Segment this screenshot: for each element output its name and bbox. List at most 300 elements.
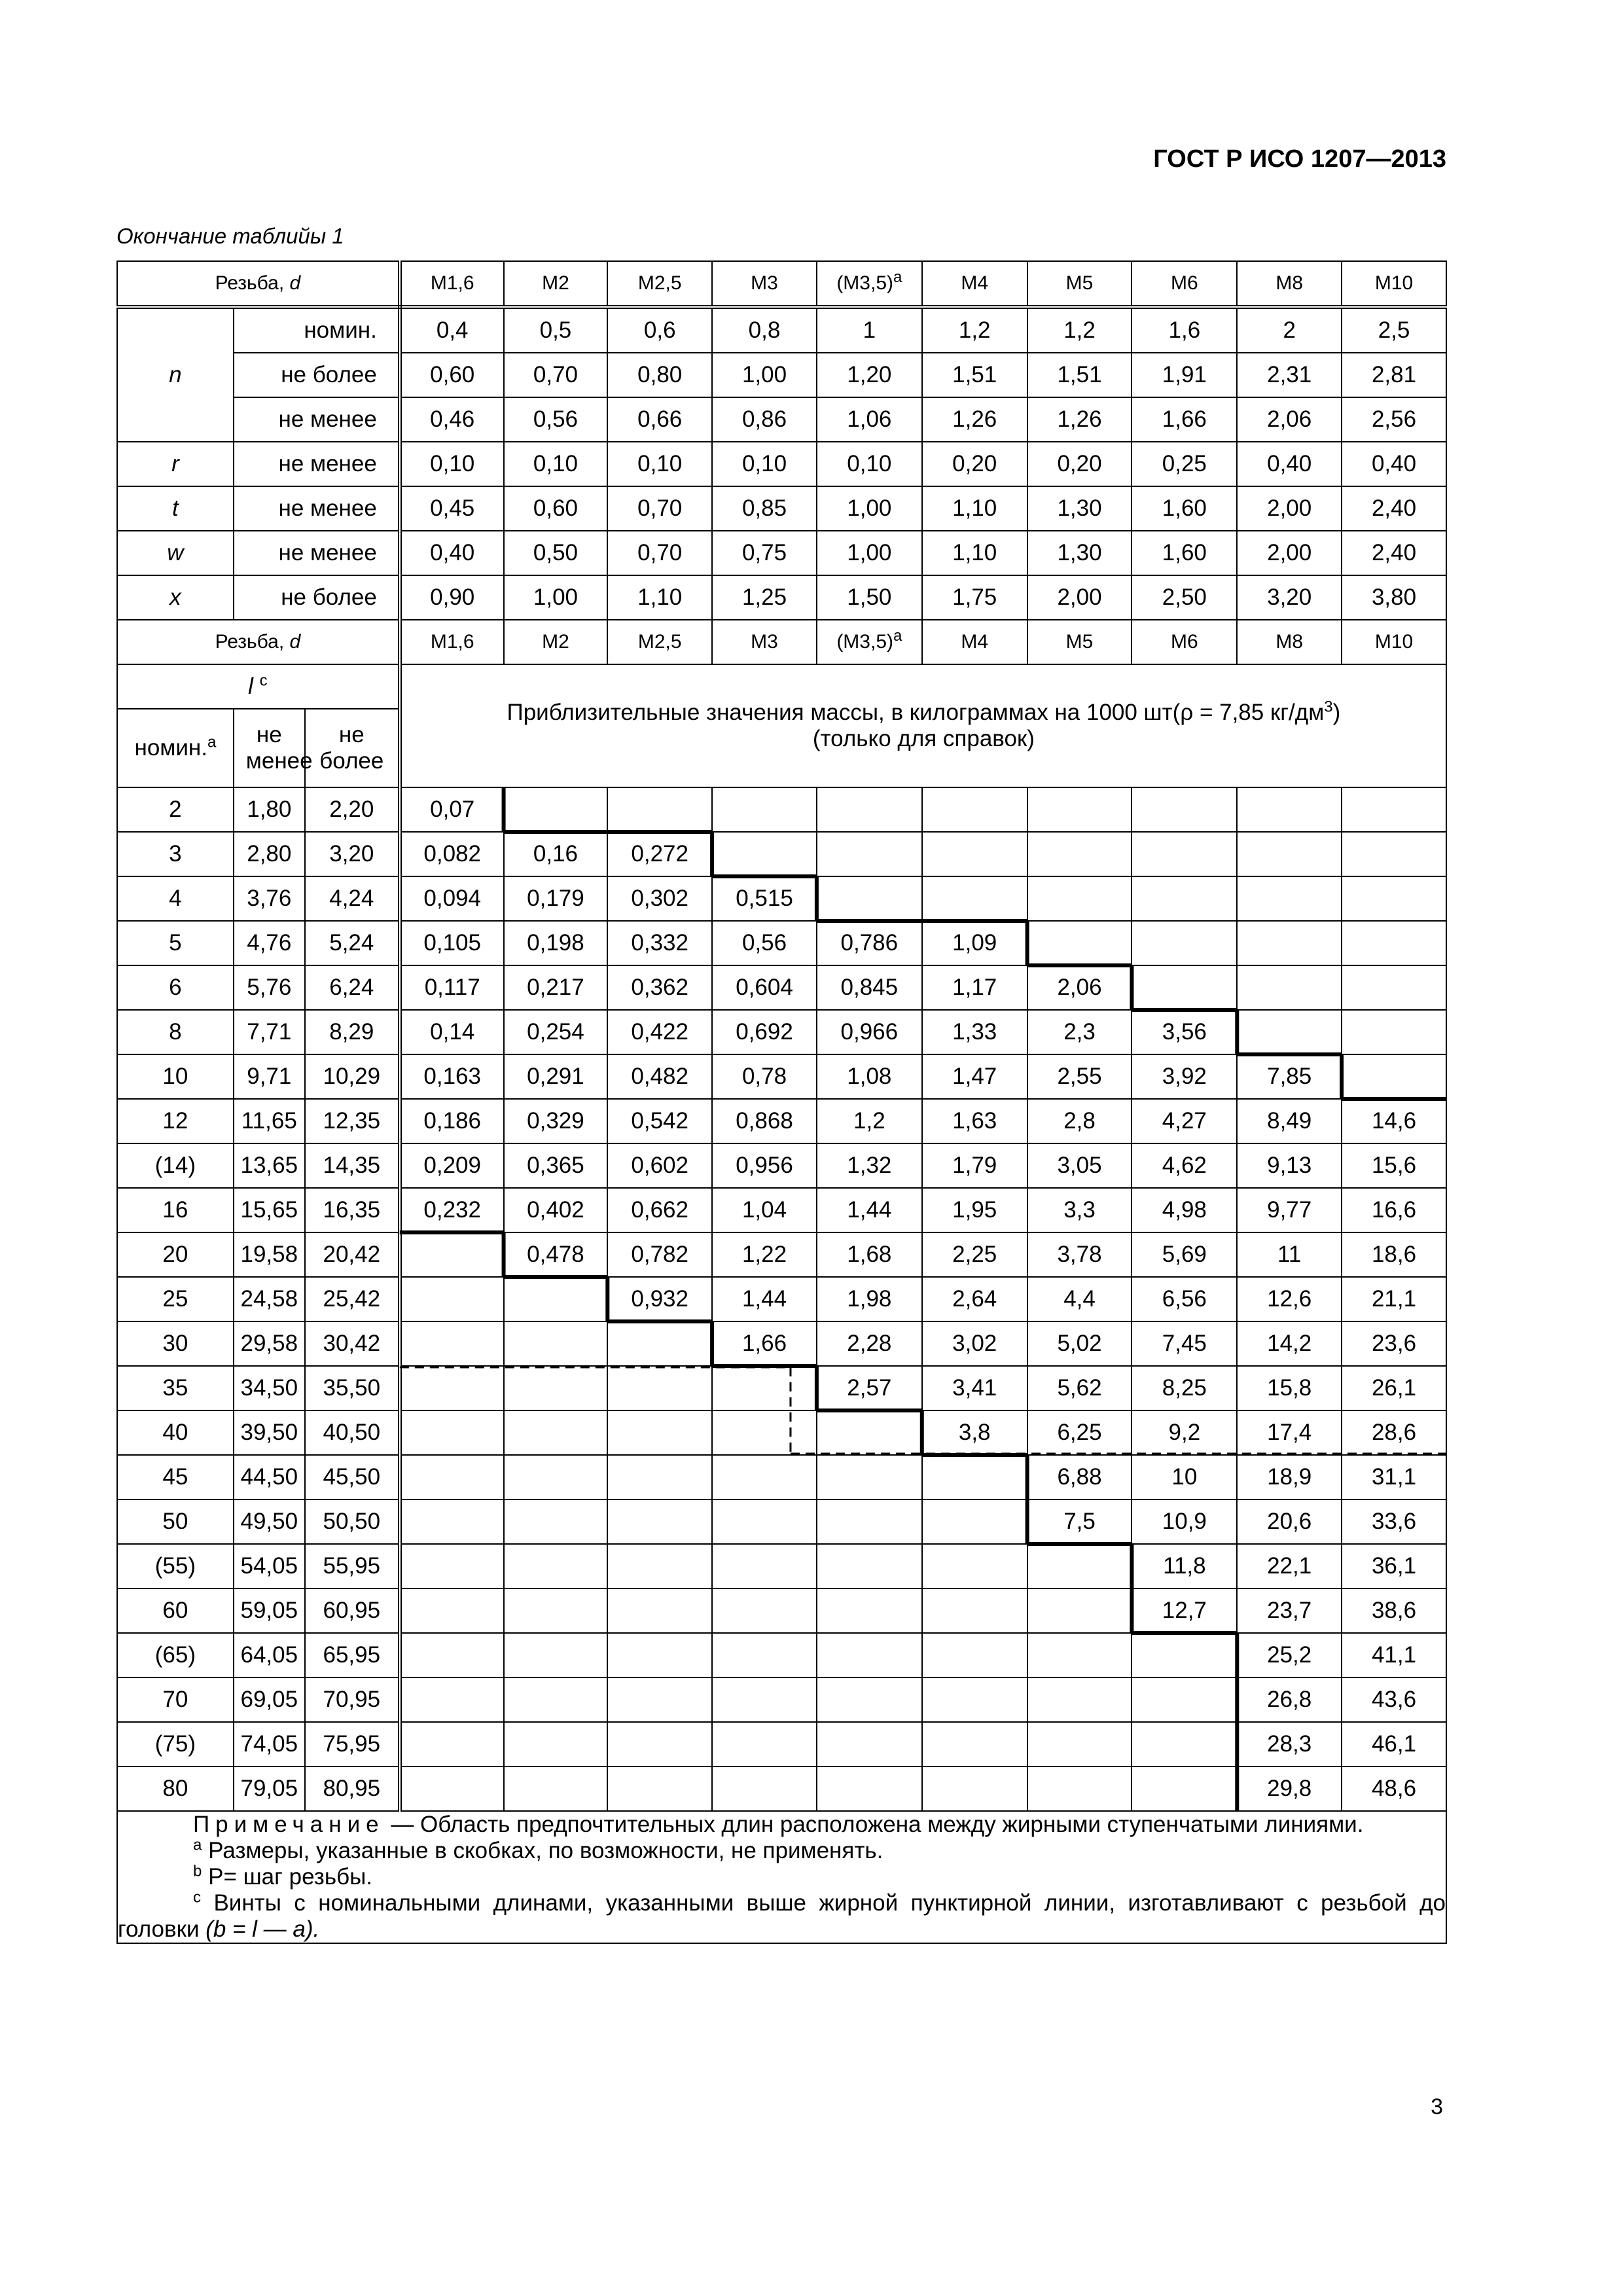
thread-size <box>1342 261 1446 307</box>
dimension-value-text: 1,91 <box>1162 362 1207 387</box>
mass-value-text: 0,422 <box>631 1019 688 1045</box>
length-nominal <box>117 1099 234 1143</box>
length-min <box>234 1010 305 1054</box>
length-max-text: 80,95 <box>323 1776 381 1801</box>
mass-value <box>504 1633 608 1677</box>
mass-value <box>1342 1232 1446 1277</box>
length-max <box>305 921 400 965</box>
mass-value <box>712 1010 817 1054</box>
mass-value <box>817 876 922 921</box>
length-nominal-text: 8 <box>169 1019 182 1045</box>
length-nominal <box>117 1455 234 1499</box>
dimension-value-text: 0,20 <box>1057 451 1102 476</box>
mass-value <box>1132 1321 1237 1366</box>
dimension-value <box>922 307 1027 353</box>
length-nominal-text: 16 <box>162 1197 188 1223</box>
mass-value <box>712 787 817 832</box>
mass-value-text: 4,4 <box>1063 1286 1096 1312</box>
dimension-value <box>1342 531 1446 575</box>
dimension-value-text: 2,40 <box>1371 495 1417 521</box>
mass-value-text: 1,68 <box>847 1242 892 1267</box>
dimension-value <box>1027 397 1132 442</box>
mass-value-text: 0,932 <box>631 1286 688 1312</box>
length-max-text: 70,95 <box>323 1687 381 1712</box>
mass-value <box>1237 1366 1342 1410</box>
note-text: — Область предпочтительных длин расположена между жирными ступенчатыми линиями. <box>384 1812 1364 1837</box>
mass-value <box>1342 1054 1446 1099</box>
dimension-value-text: 0,90 <box>430 584 475 610</box>
mass-value <box>504 1410 608 1455</box>
length-max-text: 6,24 <box>329 975 374 1000</box>
dimension-value <box>1132 531 1237 575</box>
mass-value-text: 8,49 <box>1267 1108 1312 1134</box>
mass-value <box>1237 921 1342 965</box>
thread-size <box>607 620 712 664</box>
mass-value-text: 2,25 <box>952 1242 997 1267</box>
notes <box>117 1811 1446 1943</box>
dimension-value <box>1027 353 1132 397</box>
length-max <box>305 1633 400 1677</box>
length-min <box>234 1410 305 1455</box>
length-max-text: 8,29 <box>329 1019 374 1045</box>
mass-value <box>922 876 1027 921</box>
mass-header <box>400 664 1446 787</box>
mass-value <box>712 1499 817 1544</box>
length-nominal-text: 40 <box>162 1420 188 1445</box>
mass-value-text: 1,95 <box>952 1197 997 1223</box>
length-min <box>234 876 305 921</box>
note-main <box>118 1812 1446 1838</box>
length-nominal <box>117 1633 234 1677</box>
mass-value <box>712 1232 817 1277</box>
dimension-value <box>1027 531 1132 575</box>
length-min-text: 4,76 <box>247 930 292 956</box>
mass-value-text: 0,868 <box>736 1108 793 1134</box>
mass-value <box>1027 1588 1132 1633</box>
mass-value <box>922 1321 1027 1366</box>
mass-value <box>1237 1054 1342 1099</box>
mass-value <box>1342 876 1446 921</box>
mass-value-text: 46,1 <box>1371 1731 1417 1757</box>
length-row <box>117 1499 1446 1544</box>
thread-size-text: M5 <box>1065 631 1094 653</box>
dimension-value <box>400 353 504 397</box>
dimension-value-text: 0,46 <box>430 406 475 432</box>
mass-value <box>1027 1232 1132 1277</box>
mass-value-text: 0,845 <box>840 975 899 1000</box>
dimension-row <box>117 575 1446 620</box>
mass-value-text: 10 <box>1171 1464 1198 1490</box>
mass-value <box>1132 1010 1237 1054</box>
length-nominal-text: (55) <box>154 1553 196 1579</box>
mass-value-text: 4,98 <box>1162 1197 1207 1223</box>
thread-size-text: M8 <box>1275 631 1304 653</box>
thread-size-text: M5 <box>1065 272 1094 294</box>
dimension-value <box>504 353 608 397</box>
length-nominal-text: 70 <box>162 1687 188 1712</box>
mass-value <box>922 1767 1027 1811</box>
mass-value <box>1132 1366 1237 1410</box>
mass-value <box>607 965 712 1010</box>
thread-size <box>817 261 922 307</box>
mass-value <box>1237 1677 1342 1722</box>
length-nominal <box>117 832 234 876</box>
length-nominal-text: (65) <box>154 1642 196 1668</box>
mass-value <box>712 1143 817 1188</box>
mass-value <box>817 1544 922 1588</box>
mass-value <box>504 1544 608 1588</box>
mass-value <box>712 1321 817 1366</box>
mass-value <box>1342 1277 1446 1321</box>
length-max <box>305 1366 400 1410</box>
thread-size <box>1027 261 1132 307</box>
mass-value-text: 0,105 <box>423 930 481 956</box>
length-row <box>117 921 1446 965</box>
length-row <box>117 1321 1446 1366</box>
length-nominal-text: 50 <box>162 1509 188 1534</box>
mass-value <box>1237 1767 1342 1811</box>
dimension-value-text: 2,00 <box>1267 495 1312 521</box>
mass-value <box>400 1232 504 1277</box>
page-number: 3 <box>1431 2094 1443 2119</box>
mass-value <box>1027 832 1132 876</box>
mass-value <box>712 1277 817 1321</box>
mass-value <box>712 1188 817 1232</box>
thread-size-text: M10 <box>1374 631 1414 653</box>
mass-value-text: 2,8 <box>1063 1108 1096 1134</box>
mass-value-text: 3,3 <box>1063 1197 1096 1223</box>
mass-value <box>607 1455 712 1499</box>
mass-value <box>1132 1188 1237 1232</box>
dimension-value <box>1027 486 1132 531</box>
dimension-value-text: 2,56 <box>1371 406 1417 432</box>
dimension-qualifier <box>234 531 400 575</box>
mass-value <box>1237 1722 1342 1767</box>
col-max-text: не более <box>319 722 384 774</box>
length-max-text: 12,35 <box>323 1108 381 1134</box>
mass-value-text: 25,2 <box>1267 1642 1312 1668</box>
mass-header-line2 <box>402 726 1446 752</box>
mass-value <box>1342 1633 1446 1677</box>
mass-value-text: 0,478 <box>527 1242 584 1267</box>
mass-value-text: 9,77 <box>1267 1197 1312 1223</box>
dimension-value <box>607 442 712 486</box>
footnote-c-mark: c <box>193 1888 201 1907</box>
thread-size <box>1237 620 1342 664</box>
thread-header-row <box>117 261 1446 307</box>
length-row <box>117 1099 1446 1143</box>
mass-value <box>504 1767 608 1811</box>
table-container <box>116 260 1447 1944</box>
dimension-value-text: 2,31 <box>1267 362 1312 387</box>
mass-value <box>1237 1232 1342 1277</box>
dimension-row <box>117 397 1446 442</box>
length-row <box>117 1722 1446 1767</box>
col-min-text: не менее <box>245 722 313 774</box>
dimension-value <box>504 575 608 620</box>
length-min-text: 15,65 <box>240 1197 298 1223</box>
mass-value <box>1342 832 1446 876</box>
length-max <box>305 787 400 832</box>
length-nominal <box>117 787 234 832</box>
length-nominal-text: 20 <box>162 1242 188 1267</box>
dimension-qualifier-text: не менее <box>278 451 377 476</box>
length-nominal-text: 2 <box>169 797 182 822</box>
mass-value <box>1342 921 1446 965</box>
dimension-value-text: 0,85 <box>741 495 787 521</box>
mass-value <box>1342 1677 1446 1722</box>
mass-value-text: 0,332 <box>631 930 688 956</box>
length-max <box>305 876 400 921</box>
mass-value <box>1132 1455 1237 1499</box>
mass-value <box>817 1188 922 1232</box>
mass-value <box>504 876 608 921</box>
mass-value-text: 16,6 <box>1371 1197 1417 1223</box>
footnote-b-text: P= шаг резьбы. <box>208 1864 373 1890</box>
mass-value <box>1132 921 1237 965</box>
mass-value-text: 14,2 <box>1267 1331 1312 1356</box>
mass-value <box>1237 832 1342 876</box>
mass-value-text: 0,186 <box>423 1108 481 1134</box>
dimension-value <box>1132 486 1237 531</box>
mass-value <box>607 1143 712 1188</box>
mass-value-text: 0,094 <box>423 886 481 911</box>
length-max <box>305 1767 400 1811</box>
dimension-qualifier <box>234 397 400 442</box>
mass-value <box>1132 1544 1237 1588</box>
mass-value <box>504 1722 608 1767</box>
mass-value <box>922 1588 1027 1633</box>
mass-value <box>712 1633 817 1677</box>
mass-value-text: 2,55 <box>1057 1064 1102 1089</box>
dimension-value-text: 0,66 <box>637 406 683 432</box>
dimension-symbol: r <box>171 451 179 476</box>
mass-value-text: 0,291 <box>527 1064 584 1089</box>
mass-value-text: 11,8 <box>1163 1553 1206 1579</box>
length-min-text: 1,80 <box>247 797 292 822</box>
mass-value <box>1132 1143 1237 1188</box>
mass-value <box>607 1767 712 1811</box>
mass-value-text: 0,515 <box>736 886 793 911</box>
length-min-text: 3,76 <box>247 886 292 911</box>
length-min <box>234 1767 305 1811</box>
mass-value-text: 1,04 <box>741 1197 787 1223</box>
mass-value <box>817 1633 922 1677</box>
mass-value <box>607 1321 712 1366</box>
mass-value <box>607 1010 712 1054</box>
dimension-value <box>1237 442 1342 486</box>
length-min <box>234 1054 305 1099</box>
length-nominal-text: 10 <box>162 1064 188 1089</box>
document-header: ГОСТ Р ИСО 1207—2013 <box>1153 145 1446 173</box>
mass-value-text: 1,44 <box>741 1286 787 1312</box>
mass-value <box>400 1767 504 1811</box>
mass-value-text: 2,64 <box>952 1286 997 1312</box>
mass-value <box>712 1455 817 1499</box>
length-max-text: 75,95 <box>323 1731 381 1757</box>
mass-value-text: 48,6 <box>1371 1776 1417 1801</box>
length-min-text: 39,50 <box>240 1420 298 1445</box>
length-row <box>117 1633 1446 1677</box>
dimension-row <box>117 531 1446 575</box>
length-max-text: 35,50 <box>323 1375 381 1401</box>
mass-value <box>607 921 712 965</box>
dimension-value-text: 1,30 <box>1057 540 1102 565</box>
mass-value <box>817 1010 922 1054</box>
length-min-text: 59,05 <box>240 1598 298 1623</box>
length-max-text: 16,35 <box>323 1197 381 1223</box>
dimension-value <box>817 442 922 486</box>
mass-value-text: 22,1 <box>1267 1553 1312 1579</box>
dimension-value-text: 0,10 <box>847 451 892 476</box>
mass-value <box>712 876 817 921</box>
length-nominal <box>117 1054 234 1099</box>
length-min <box>234 787 305 832</box>
dimension-value-text: 1,66 <box>1162 406 1207 432</box>
mass-value-text: 3,02 <box>952 1331 997 1356</box>
thread-label <box>117 261 400 307</box>
length-min-text: 74,05 <box>240 1731 298 1757</box>
screw-dimensions-table <box>116 260 1447 1944</box>
length-max <box>305 1410 400 1455</box>
length-nominal-text: 4 <box>169 886 182 911</box>
mass-value <box>817 1232 922 1277</box>
thread-size <box>817 620 922 664</box>
dimension-value-text: 2,81 <box>1371 362 1417 387</box>
mass-value <box>607 1677 712 1722</box>
dimension-value-text: 1,51 <box>952 362 997 387</box>
mass-value-text: 4,62 <box>1162 1153 1207 1178</box>
footnote-c <box>118 1890 1446 1943</box>
mass-value <box>817 1054 922 1099</box>
mass-value <box>712 965 817 1010</box>
thread-label <box>117 620 400 664</box>
mass-value <box>817 965 922 1010</box>
length-min-text: 29,58 <box>240 1331 298 1356</box>
dimension-value-text: 0,20 <box>952 451 997 476</box>
length-min-text: 11,65 <box>241 1108 297 1134</box>
mass-value-text: 41,1 <box>1371 1642 1417 1668</box>
dimension-qualifier <box>234 442 400 486</box>
mass-value-text: 2,57 <box>847 1375 892 1401</box>
mass-value <box>1027 1099 1132 1143</box>
mass-value-text: 23,6 <box>1371 1331 1417 1356</box>
dimension-value-text: 2,40 <box>1371 540 1417 565</box>
mass-value <box>400 1099 504 1143</box>
mass-value-text: 0,692 <box>736 1019 793 1045</box>
length-nominal-text: 35 <box>162 1375 188 1401</box>
mass-value-text: 6,25 <box>1057 1420 1102 1445</box>
dimension-value-text: 0,40 <box>1267 451 1312 476</box>
dimension-value <box>607 486 712 531</box>
col-nominal <box>117 709 234 787</box>
mass-value <box>1237 1499 1342 1544</box>
dimension-value <box>712 486 817 531</box>
mass-value <box>1132 787 1237 832</box>
mass-value <box>817 1143 922 1188</box>
mass-value <box>607 876 712 921</box>
mass-value-text: 0,082 <box>423 841 481 867</box>
mass-value-text: 1,17 <box>952 975 997 1000</box>
length-min-text: 69,05 <box>240 1687 298 1712</box>
dimension-value <box>1237 307 1342 353</box>
mass-value <box>1027 1410 1132 1455</box>
dimension-value <box>817 353 922 397</box>
mass-value <box>1342 1410 1446 1455</box>
mass-value-text: 3,56 <box>1162 1019 1207 1045</box>
dimension-value-text: 1,00 <box>741 362 787 387</box>
mass-value <box>922 1099 1027 1143</box>
dimension-value <box>607 307 712 353</box>
dimension-value <box>1342 442 1446 486</box>
mass-value-text: 0,14 <box>430 1019 475 1045</box>
mass-value <box>400 1499 504 1544</box>
dimension-value <box>817 575 922 620</box>
dimension-value <box>922 397 1027 442</box>
mass-value-text: 33,6 <box>1371 1509 1417 1534</box>
dimension-value <box>607 531 712 575</box>
dimension-value <box>504 307 608 353</box>
mass-value <box>1132 876 1237 921</box>
mass-value-text: 0,272 <box>631 841 688 867</box>
mass-value <box>1342 1321 1446 1366</box>
dimension-value-text: 1,10 <box>637 584 683 610</box>
mass-value-text: 18,9 <box>1267 1464 1312 1490</box>
mass-value <box>1237 876 1342 921</box>
mass-value <box>400 1277 504 1321</box>
mass-value <box>504 1010 608 1054</box>
dimension-value <box>1027 575 1132 620</box>
mass-value-text: 14,6 <box>1371 1108 1417 1134</box>
mass-value <box>1027 1188 1132 1232</box>
length-nominal <box>117 1232 234 1277</box>
thread-size-text: M1,6 <box>430 272 474 294</box>
mass-value-text: 0,362 <box>631 975 688 1000</box>
length-max-text: 14,35 <box>323 1153 381 1178</box>
mass-value-text: 0,402 <box>527 1197 584 1223</box>
mass-value <box>607 832 712 876</box>
mass-value <box>400 1633 504 1677</box>
mass-value <box>607 1499 712 1544</box>
mass-value <box>1027 1499 1132 1544</box>
mass-value <box>1132 1588 1237 1633</box>
thread-size <box>1237 261 1342 307</box>
length-row <box>117 1588 1446 1633</box>
dimension-qualifier-text: номин. <box>304 317 377 343</box>
mass-value <box>1132 1633 1237 1677</box>
dimension-qualifier-text: не менее <box>278 540 377 565</box>
mass-value-text: 31,1 <box>1371 1464 1417 1490</box>
length-max-text: 65,95 <box>323 1642 381 1668</box>
mass-value-text: 1,08 <box>847 1064 892 1089</box>
mass-value-text: 0,56 <box>741 930 787 956</box>
dimension-value-text: 0,6 <box>643 317 676 343</box>
mass-value <box>922 1277 1027 1321</box>
dimension-value <box>922 442 1027 486</box>
length-max <box>305 1588 400 1633</box>
mass-value-text: 15,6 <box>1371 1153 1417 1178</box>
mass-value <box>817 1499 922 1544</box>
mass-value-text: 2,3 <box>1063 1019 1096 1045</box>
length-min-text: 13,65 <box>240 1153 298 1178</box>
dimension-value-text: 0,80 <box>637 362 683 387</box>
dimension-qualifier <box>234 353 400 397</box>
length-min <box>234 1188 305 1232</box>
dimension-value-text: 0,50 <box>533 540 578 565</box>
length-nominal <box>117 1366 234 1410</box>
dimension-value <box>400 486 504 531</box>
mass-value <box>607 787 712 832</box>
